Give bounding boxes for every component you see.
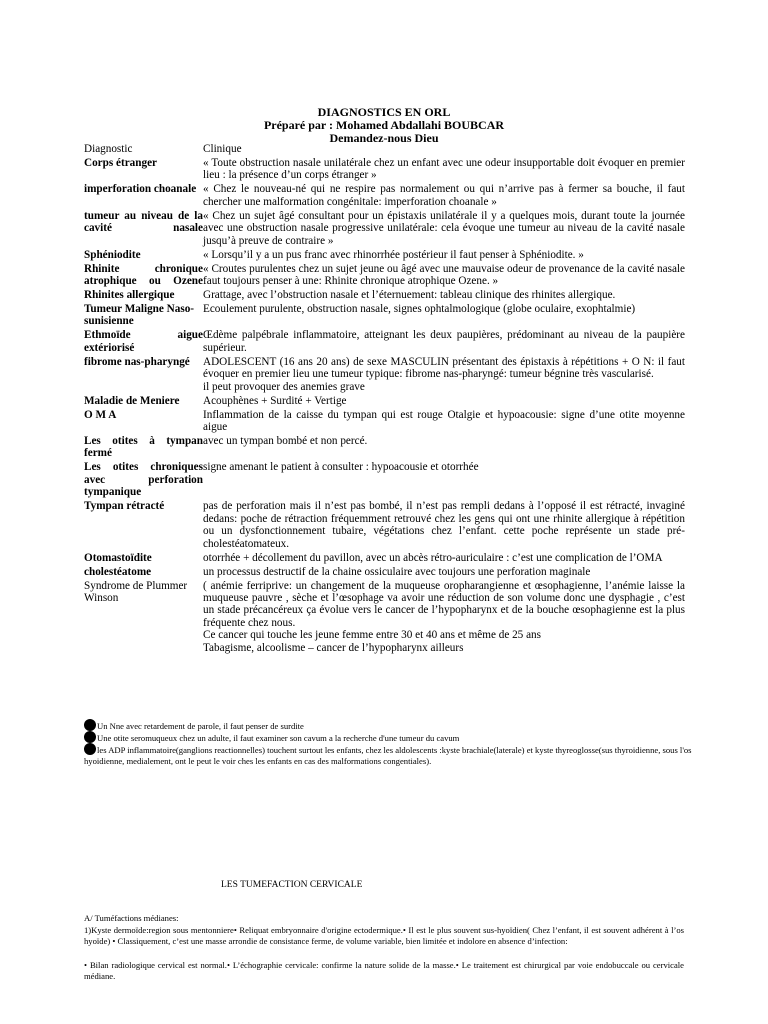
- table-row: [84, 580, 685, 656]
- table-row: [84, 157, 685, 183]
- bullet-text: Un Nne avec retardement de parole, il faut penser de surdite: [97, 721, 304, 731]
- clinique-cell: Ecoulement purulente, obstruction nasale, signes ophtalmologique (globe oculaire, exophtalmie): [203, 303, 636, 316]
- bullet-text: les ADP inflammatoire(ganglions reactionnelles) touchent surtout les enfants, chez les aldolescents :kyste brachiale(laterale) et kyste thyreoglosse(sus thyroidienne, sous l'os hyoidienne, medialement, ont le peut le voir ches les enfants en cas des malformations congentiales).: [84, 745, 692, 766]
- clinique-cell: otorrhée + décollement du pavillon, avec un abcès rétro-auriculaire : c’est une complication de l’OMA: [203, 551, 663, 564]
- clinique-line: Ce cancer qui touche les jeune femme entre 30 et 40 ans et même de 25 ans: [203, 629, 541, 642]
- clinique-cell: Œdème palpébrale inflammatoire, atteignant les deux paupières, prédominant au niveau de la paupière supérieur.: [203, 329, 685, 354]
- diagnostic-cell: Tumeur Maligne Naso-sunisienne: [84, 303, 195, 328]
- clinique-line: ADOLESCENT (16 ans 20 ans) de sexe MASCULIN présentant des épistaxis à répétitions + O N: il faut évoquer en premier lieu une tumeur typique: fibrome nas-pharyngé: tumeur bégnine très vascularisé.: [203, 355, 685, 381]
- table-row: [84, 303, 685, 329]
- diagnostic-cell: tumeur au niveau de la cavité nasale: [84, 209, 203, 235]
- clinique-cell: signe amenant le patient à consulter : hypoacousie et otorrhée: [203, 461, 479, 474]
- clinique-line: Tabagisme, alcoolisme – cancer de l’hypopharynx ailleurs: [203, 641, 464, 654]
- diagnostic-cell: Maladie de Meniere: [84, 394, 180, 407]
- table-row: [84, 263, 685, 289]
- clinique-cell: « Chez le nouveau-né qui ne respire pas normalement ou qui n’arrive pas à fermer sa bouche, il faut chercher une malformation congénitale: imperforation choanale »: [203, 183, 685, 208]
- table-row: [84, 249, 685, 263]
- section-title: LES TUMEFACTION CERVICALE: [221, 880, 363, 890]
- column-header-clinique: Clinique: [203, 143, 242, 155]
- clinique-cell: avec un tympan bombé et non percé.: [203, 435, 368, 448]
- table-row: [84, 183, 685, 209]
- diagnostic-cell: Sphéniodite: [84, 248, 141, 261]
- table-row: [84, 500, 685, 551]
- diagnostic-cell: Corps étranger: [84, 157, 158, 169]
- bullet-icon: [84, 719, 96, 731]
- clinique-cell: Acouphènes + Surdité + Vertige: [203, 394, 347, 407]
- diagnostic-cell: Les otites à tympan fermé: [84, 435, 203, 460]
- paragraph: • Bilan radiologique cervical est normal.• L’échographie cervicale: confirme la nature solide de la masse.• Le traitement est chirurgical par voie endobuccale ou cervicale médiane.: [84, 960, 684, 981]
- bullet-text: Une otite seromuqueux chez un adulte, il faut examiner son cavum a la recherche d'une tumeur du cavum: [97, 733, 460, 743]
- table-row: [84, 210, 685, 249]
- diagnostic-cell: Tympan rétracté: [84, 500, 165, 513]
- table-row: [84, 329, 685, 355]
- diagnostics-table: [84, 143, 685, 656]
- paragraph: 1)Kyste dermoïde:region sous mentonniere• Reliquat embryonnaire d'origine ectodermique.• Il est le plus souvent sus-hyoïdien( Chez l’enfant, il est souvent adhérent à l’os hyoïde) • Classiquement, c’est une masse arrondie de consistance ferme, de volume variable, bien limitée et indolore en absence d’infection:: [84, 925, 684, 946]
- table-row: [84, 552, 685, 566]
- diagnostic-cell: Ethmoïde aigue extériorisé: [84, 329, 203, 354]
- section-subtitle: A/ Tuméfactions médianes:: [84, 913, 179, 923]
- diagnostic-cell: imperforation choanale: [84, 183, 197, 196]
- table-row: [84, 461, 685, 500]
- clinique-cell: « Lorsqu’il y a un pus franc avec rhinorrhée postérieur il faut penser à Sphéniodite. »: [203, 248, 584, 261]
- table-row: [84, 566, 685, 580]
- table-row: [84, 409, 685, 435]
- clinique-cell: Inflammation de la caisse du tympan qui est rouge Otalgie et hypoacousie: signe d’une otite moyenne aigue: [203, 408, 685, 434]
- bullet-icon: [84, 731, 96, 743]
- diagnostic-cell: O M A: [84, 408, 117, 421]
- diagnostic-cell: fibrome nas-pharyngé: [84, 355, 190, 368]
- document-title: DIAGNOSTICS EN ORL: [317, 105, 451, 119]
- column-header-diagnostic: Diagnostic: [84, 143, 133, 155]
- clinique-cell: « Chez un sujet âgé consultant pour un épistaxis unilatérale il y a quelques mois, durant toute la journée avec une obstruction nasale progressive unilatérale: cela évoque une tumeur au niveau de la cavité nasale jusqu’à preuve de contraire »: [203, 209, 685, 247]
- diagnostic-cell: Syndrome de Plummer Winson: [84, 579, 188, 604]
- diagnostic-cell: Otomastoïdite: [84, 551, 152, 564]
- clinique-cell: Grattage, avec l’obstruction nasale et l’éternuement: tableau clinique des rhinites allergique.: [203, 289, 616, 302]
- bullet-item: [84, 743, 694, 767]
- table-row: [84, 356, 685, 395]
- table-row: [84, 395, 685, 409]
- clinique-cell: [203, 580, 685, 656]
- diagnostic-cell: Rhinites allergique: [84, 289, 175, 302]
- table-header-row: [84, 143, 685, 157]
- clinique-cell: pas de perforation mais il n’est pas bombé, il n’est pas rempli dedans à l’opposé il est rétracté, invaginé dedans: poche de rétraction fréquemment retrouvé chez les gens qui ont une rhinite allergique à répétition ou un dysfonctionnement tubaire, végétations chez l’enfant. cette poche représente un stade pré-cholestéatomateux.: [203, 500, 685, 550]
- clinique-cell: « Croutes purulentes chez un sujet jeune ou âgé avec une mauvaise odeur de provenance de la cavité nasale faut toujours penser à une: Rhinite chronique atrophique Ozene. »: [203, 262, 685, 288]
- clinique-cell: « Toute obstruction nasale unilatérale chez un enfant avec une odeur insupportable doit évoquer en premier lieu : la présence d’un corps étranger »: [203, 157, 685, 182]
- table-row: [84, 289, 685, 303]
- clinique-line: il peut provoquer des anemies grave: [203, 380, 365, 393]
- diagnostic-cell: Rhinite chronique atrophique ou Ozene: [84, 262, 203, 288]
- clinique-cell: un processus destructif de la chaine ossiculaire avec toujours une perforation maginale: [203, 565, 591, 578]
- diagnostic-cell: cholestéatome: [84, 565, 152, 578]
- clinique-line: ( anémie ferriprive: un changement de la muqueuse oropharangienne et œsophagienne, l’anémie laisse la muqueuse pauvre , sèche et l’œsophage va avoir une réduction de son volume donc une dysphagie , c’est un stade précancéreux ça évolue vers le cancer de l’hypopharynx et de la bouche œsophagienne est la plus fréquente chez nous.: [203, 579, 685, 629]
- diagnostic-cell: Les otites chroniques avec perforation tympanique: [84, 461, 203, 499]
- document-author: Préparé par : Mohamed Abdallahi BOUBCAR: [263, 118, 505, 132]
- bullet-icon: [84, 743, 96, 755]
- document-dedication: Demandez-nous Dieu: [329, 131, 439, 145]
- table-row: [84, 435, 685, 461]
- clinique-cell: [203, 356, 685, 395]
